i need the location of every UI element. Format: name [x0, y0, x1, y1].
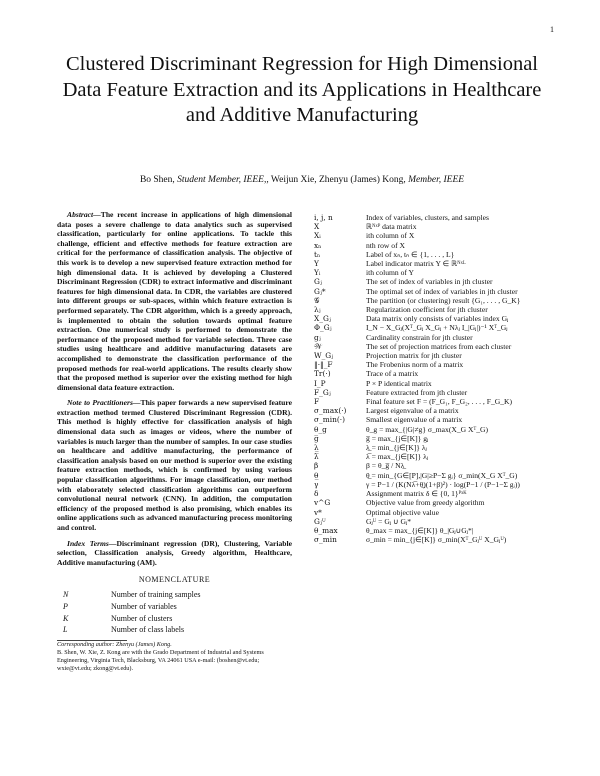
- symbol-glossary: [314, 213, 546, 544]
- glossary-symbol: tₙ: [314, 249, 321, 259]
- glossary-symbol: λⱼ: [314, 305, 321, 315]
- glossary-definition: λ̅ = max_{j∈[K]} λⱼ: [366, 452, 429, 462]
- glossary-definition: Label of xₙ, tₙ ∈ {1, . . . , L}: [366, 249, 455, 259]
- glossary-row: [314, 314, 546, 323]
- glossary-definition: I_N − X_Gⱼ(Xᵀ_Gⱼ X_Gⱼ + Nλⱼ I_|Gⱼ|)⁻¹ Xᵀ_Gⱼ: [366, 323, 508, 333]
- glossary-definition: Gⱼᵁ = Gⱼ ∪ Gⱼ*: [366, 516, 412, 526]
- glossary-symbol: Y: [314, 259, 319, 269]
- glossary-definition: The optimal set of index of variables in jth cluster: [366, 286, 518, 296]
- nomenclature-definition: Number of variables: [111, 602, 177, 612]
- nomenclature-symbol: L: [63, 625, 68, 635]
- footnote-affiliation: B. Shen, W. Xie, Z. Kong are with the Grado Department of Industrial and Systems Engineering, Virginia Tech, Blacksburg, VA 24061 USA e-mail: (boshen@vt.edu; wxie@vt.edu; zkong@vt.edu).: [57, 648, 264, 672]
- note-to-practitioners: [57, 398, 292, 532]
- glossary-definition: ith column of Y: [366, 268, 415, 278]
- glossary-symbol: v^G: [314, 498, 331, 508]
- glossary-row: [314, 388, 546, 397]
- glossary-definition: Regularization coefficient for jth cluster: [366, 305, 488, 315]
- glossary-definition: Largest eigenvalue of a matrix: [366, 406, 459, 416]
- paper-title: Clustered Discriminant Regression for High Dimensional Data Feature Extraction and its Applications in Healthcare and Additive Manufacturing: [62, 53, 542, 126]
- glossary-row: [314, 452, 546, 461]
- glossary-row: [314, 369, 546, 378]
- glossary-definition: ith column of X: [366, 231, 415, 241]
- footnote-corresponding: Corresponding author: Zhenyu (James) Kong.: [57, 641, 172, 649]
- glossary-definition: Optimal objective value: [366, 507, 439, 517]
- author-role: Member, IEEE: [408, 175, 465, 185]
- glossary-symbol: ‖·‖_F: [314, 360, 333, 370]
- nomenclature-definition: Number of clusters: [111, 613, 173, 623]
- glossary-symbol: Tr(·): [314, 369, 331, 379]
- glossary-symbol: Gⱼ*: [314, 286, 326, 296]
- nomenclature-symbol: N: [63, 590, 69, 600]
- glossary-definition: The partition (or clustering) result {G₁, . . . , G_K}: [366, 295, 521, 305]
- glossary-row: [314, 360, 546, 369]
- nomenclature-row: [57, 589, 292, 601]
- glossary-row: [314, 498, 546, 507]
- glossary-row: [314, 517, 546, 526]
- glossary-symbol: θ_max: [314, 525, 338, 535]
- glossary-symbol: θ̲: [314, 470, 319, 480]
- glossary-symbol: σ_min(·): [314, 415, 345, 425]
- glossary-symbol: i, j, n: [314, 213, 333, 222]
- glossary-row: [314, 415, 546, 424]
- glossary-row: [314, 443, 546, 452]
- glossary-row: [314, 213, 546, 222]
- index-terms: [57, 539, 292, 568]
- glossary-definition: γ = P−1 / (K(Nλ̅+θ̲)(1+β)²) · log(P−1 / (P−1−Σ gᵢ)): [366, 479, 520, 489]
- glossary-definition: nth row of X: [366, 240, 406, 250]
- glossary-symbol: Gⱼ: [314, 277, 322, 287]
- glossary-row: [314, 351, 546, 360]
- glossary-definition: Feature extracted from jth cluster: [366, 387, 468, 397]
- glossary-row: [314, 508, 546, 517]
- glossary-symbol: γ: [314, 479, 319, 489]
- glossary-definition: θ_max = max_{j∈[K]} θ_|Gⱼ∪Gⱼ*|: [366, 525, 474, 535]
- nomenclature-list: [57, 589, 292, 636]
- nomenclature-definition: Number of training samples: [111, 590, 201, 600]
- glossary-definition: Smallest eigenvalue of a matrix: [366, 415, 463, 425]
- glossary-definition: λ̲ = min_{j∈[K]} λⱼ: [366, 443, 427, 453]
- nomenclature-heading: NOMENCLATURE: [138, 575, 211, 585]
- glossary-symbol: g̅: [314, 433, 319, 443]
- glossary-row: [314, 425, 546, 434]
- glossary-row: [314, 222, 546, 231]
- abstract-text: —The recent increase in applications of high dimensional data poses a severe challenge to data analytics such as supervised classification, particularly for online applications. To tackle this challenge, efficient and effective methods for feature extraction are critical for the performance of classification analysis. The objective of this work is to develop a new supervised feature extraction method for high dimensional data. It is achieved by developing a Clustered Discriminant Regression (CDR) to extract informative and discriminant features for high dimensional data. In CDR, the variables are clustered into different groups or sub-spaces, within which feature extraction is performed separately. The CDR algorithm, which is a greedy approach, is implemented to obtain the solution towards optimal feature extraction. One numerical study is performed to demonstrate the performance of the proposed method for variable selection. Three case studies using healthcare and additive manufacturing datasets are accomplished to demonstrate the classification performance of the proposed methods for real-world applications. The results clearly show that the proposed method is superior over the existing method for high dimensional data feature extraction.: [57, 210, 292, 392]
- glossary-definition: P × P identical matrix: [366, 378, 432, 388]
- glossary-row: [314, 296, 546, 305]
- glossary-definition: Final feature set F = (F_G₁, F_G₂, . . . , F_G_K): [366, 397, 513, 407]
- glossary-symbol: X: [314, 222, 320, 232]
- glossary-row: [314, 268, 546, 277]
- glossary-definition: Trace of a matrix: [366, 369, 419, 379]
- glossary-row: [314, 397, 546, 406]
- glossary-row: [314, 480, 546, 489]
- glossary-definition: Assignment matrix δ ∈ {0, 1}ᴾˣᴷ: [366, 489, 467, 499]
- glossary-symbol: X_Gⱼ: [314, 314, 331, 324]
- nomenclature-symbol: P: [63, 602, 68, 612]
- abstract-label: Abstract: [67, 210, 94, 219]
- glossary-definition: ℝᴺˣᴾ data matrix: [366, 222, 417, 232]
- glossary-row: [314, 535, 546, 544]
- nomenclature-row: [57, 624, 292, 636]
- glossary-definition: g̅ = max_{j∈[K]} gⱼ: [366, 433, 429, 443]
- glossary-symbol: σ_max(·): [314, 406, 347, 416]
- glossary-symbol: θ_g: [314, 424, 327, 434]
- glossary-row: [314, 379, 546, 388]
- glossary-row: [314, 434, 546, 443]
- glossary-row: [314, 277, 546, 286]
- glossary-row: [314, 259, 546, 268]
- glossary-row: [314, 323, 546, 332]
- glossary-row: [314, 250, 546, 259]
- glossary-symbol: Φ_Gⱼ: [314, 323, 332, 333]
- glossary-row: [314, 231, 546, 240]
- glossary-row: [314, 471, 546, 480]
- glossary-row: [314, 526, 546, 535]
- glossary-row: [314, 333, 546, 342]
- glossary-definition: Data matrix only consists of variables index Gⱼ: [366, 314, 509, 324]
- glossary-symbol: v*: [314, 507, 322, 517]
- glossary-definition: Objective value from greedy algorithm: [366, 498, 485, 508]
- glossary-definition: Projection matrix for jth cluster: [366, 351, 462, 361]
- author-line: [40, 175, 564, 185]
- nomenclature-row: [57, 601, 292, 613]
- glossary-symbol: Gⱼᵁ: [314, 516, 326, 526]
- glossary-definition: Cardinality constrain for jth cluster: [366, 332, 473, 342]
- glossary-symbol: β: [314, 461, 319, 471]
- glossary-row: [314, 287, 546, 296]
- glossary-definition: The set of projection matrices from each cluster: [366, 341, 512, 351]
- practitioners-text: —This paper forwards a new supervised feature extraction method termed Clustered Discriminant Regression (CDR). This method is highly effective for classification analysis of high dimensional data such as images or videos, where the number of variables is much larger than the number of samples. In our case studies on healthcare and additive manufacturing, the performance of classification analysis based on our method is superior over the existing feature extraction methods, which is confirmed by using various popular classification algorithms. For image classification, our method with elaborately selected classification algorithms can outperform convolutional neural network (CNN). In addition, the computation efficiency of the proposed method is also promising, which enables its online applications such as advanced manufacturing process monitoring and control.: [57, 398, 292, 532]
- glossary-definition: Index of variables, clusters, and samples: [366, 213, 489, 222]
- practitioners-label: Note to Practitioners: [67, 398, 133, 408]
- glossary-symbol: σ_min: [314, 535, 337, 545]
- glossary-row: [314, 241, 546, 250]
- glossary-definition: The Frobenius norm of a matrix: [366, 360, 464, 370]
- glossary-definition: θ_g = max_{|G|≠g} σ_max(X_G Xᵀ_G): [366, 424, 489, 434]
- glossary-row: [314, 305, 546, 314]
- left-column: [57, 210, 292, 672]
- glossary-symbol: Yᵢ: [314, 268, 321, 278]
- index-terms-label: Index Terms: [67, 538, 109, 548]
- glossary-symbol: 𝒲: [314, 341, 322, 351]
- index-terms-text: —Discriminant regression (DR), Clustering, Variable selection, Classification analysis, Greedy algorithm, Healthcare, Additive manufacturing (AM).: [57, 538, 293, 567]
- glossary-symbol: F: [314, 397, 320, 407]
- nomenclature-row: [57, 613, 292, 625]
- nomenclature-definition: Number of class labels: [111, 625, 185, 635]
- glossary-definition: σ_min = min_{j∈[K]} σ_min(Xᵀ_Gⱼᵁ X_Gⱼᵁ): [366, 535, 507, 545]
- glossary-definition: β = θ_g̅ / Nλ̲: [366, 461, 405, 471]
- author-1: Bo Shen,: [139, 175, 175, 185]
- glossary-definition: θ̲ = min_{G∈[P],|G|≥P−Σ gᵢ} σ_min(X_G Xᵀ_G): [366, 470, 518, 480]
- glossary-definition: The set of index of variables in jth cluster: [366, 277, 493, 287]
- glossary-definition: Label indicator matrix Y ∈ ℝᴺˣᴸ: [366, 259, 466, 269]
- nomenclature-symbol: K: [63, 613, 69, 623]
- glossary-symbol: I_P: [314, 378, 326, 388]
- glossary-symbol: F_Gⱼ: [314, 387, 331, 397]
- glossary-symbol: λ̅: [314, 452, 319, 462]
- page-number: 1: [550, 25, 554, 34]
- abstract: [57, 210, 292, 392]
- glossary-row: [314, 406, 546, 415]
- glossary-row: [314, 342, 546, 351]
- glossary-row: [314, 461, 546, 470]
- glossary-symbol: δ: [314, 489, 319, 499]
- glossary-row: [314, 489, 546, 498]
- glossary-symbol: 𝒢: [314, 295, 320, 305]
- glossary-symbol: gⱼ: [314, 332, 321, 342]
- glossary-symbol: Xᵢ: [314, 231, 321, 241]
- glossary-symbol: W_Gⱼ: [314, 351, 334, 361]
- other-authors: , Weijun Xie, Zhenyu (James) Kong,: [266, 175, 406, 185]
- glossary-symbol: xₙ: [314, 240, 322, 250]
- glossary-symbol: λ̲: [314, 443, 319, 453]
- author-1-role: Student Member, IEEE,: [177, 175, 267, 185]
